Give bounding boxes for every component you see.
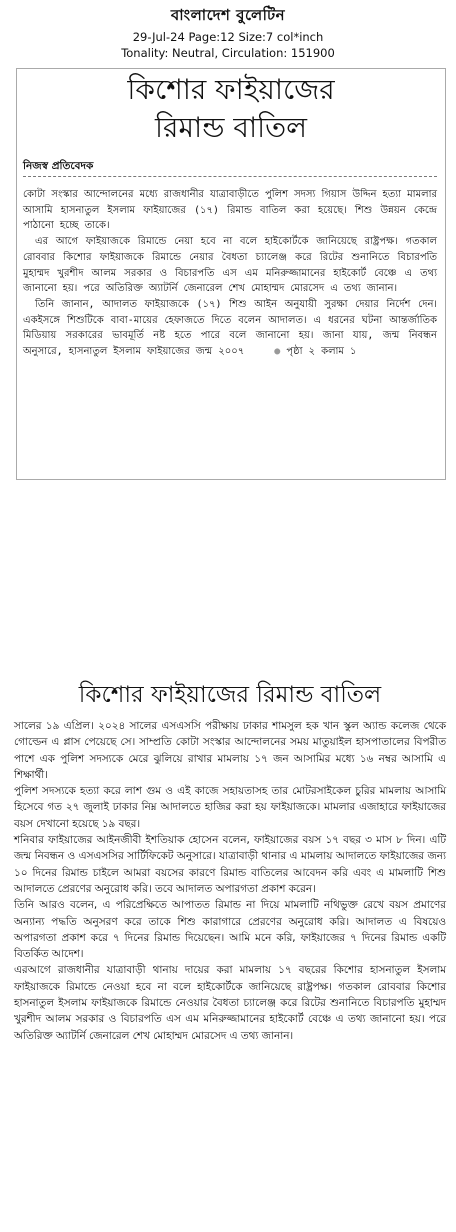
article1-headline-line2: রিমান্ড বাতিল [155, 111, 307, 144]
article2-paragraph-1: সালের ১৯ এপ্রিল। ২০২৪ সালের এসএসসি পরীক্ষায় ঢাকার শামসুল হক খান স্কুল অ্যান্ড কলেজ থেকে গোল্ডেন এ প্লাস পেয়েছে সে। সাম্প্রতি কোটা সংস্কার আন্দোলনের সময় মাতুয়াইল হাসপাতালের বিপরীত পাশে এক পুলিশ সদস্যকে মেরে ঝুলিয়ে রাখার মামলায় ১৭ জন আসামির মধ্যে ১৬ নম্বর আসামি এ শিক্ষার্থী। [14, 720, 446, 781]
article2-body [14, 718, 446, 1044]
article2-paragraph-2: পুলিশ সদস্যকে হত্যা করে লাশ গুম ও এই কাজে সহায়তাসহ তার মোটরসাইকেল চুরির মামলায় আসামি হিসেবে গত ২৭ জুলাই ঢাকার নিম্ন আদালতে হাজির করা হয় ফাইয়াজকে। মামলার এজাহারে ফাইয়াজের বয়স দেখানো হয়েছে ১৯ বছর। [14, 785, 446, 830]
article1-headline-line1: কিশোর ফাইয়াজের [127, 73, 335, 106]
article1-paragraph-3-text: তিনি জানান, আদালত ফাইয়াজকে (১৭) শিশু আইন অনুযায়ী সুরক্ষা দেয়ার নির্দেশ দেন। একইসঙ্গে শিশুটিকে বাবা-মায়ের হেফাজতে দিতে বলেন আদালত। এ ধরনের ঘটনা আন্তর্জাতিক মিডিয়ায় সরকারের ভাবমূর্তি নষ্ট হতে পারে বলে জানানো হয়। জানা যায়, জন্ম নিবন্ধন অনুসারে, হাসনাতুল ইসলাম ফাইয়াজের জন্ম ২০০৭ [23, 298, 437, 358]
article2-headline: কিশোর ফাইয়াজের রিমান্ড বাতিল [78, 682, 382, 708]
article2-paragraph-4: তিনি আরও বলেন, এ পরিপ্রেক্ষিতে আপাতত রিমান্ড না দিয়ে মামলাটি নথিভুক্ত রেখে বয়স প্রমাণের অন্যান্য পদ্ধতি অনুসরণ করে তাকে শিশু কারাগারে প্রেরণের অনুরোধ করি। আদালত এ বিষয়েও অপারগতা প্রকাশ করে ৭ দিনের রিমান্ড দিয়েছেন। আমি মনে করি, ফাইয়াজের ৭ দিনের রিমান্ড একটি বিতর্কিত আদেশ। [14, 899, 446, 961]
continuation-marker [262, 344, 356, 360]
article1-paragraph-2: এর আগে ফাইয়াজকে রিমান্ডে নেয়া হবে না বলে হাইকোর্টকে জানিয়েছে রাষ্ট্রপক্ষ। গতকাল রোববার কিশোর ফাইয়াজকে রিমান্ডে নেয়ার বৈধতা চ্যালেঞ্জ করে রিটের শুনানিতে বিচারপতি মুহাম্মদ খুরশীদ আলম সরকার ও বিচারপতি এস এম মনিরুজ্জামানের হাইকোর্ট বেঞ্চে এ তথ্য জানানো হয়। পরে অতিরিক্ত অ্যাটর্নি জেনারেল শেখ মোহাম্মদ মোরসেদ এ তথ্য জানান। [23, 236, 437, 295]
clipping-meta-date-page: 29-Jul-24 Page:12 Size:7 col*inch [132, 30, 324, 44]
article2-paragraph-3: শনিবার ফাইয়াজের আইনজীবী ইশতিয়াক হোসেন বলেন, ফাইয়াজের বয়স ১৭ বছর ৩ মাস ৮ দিন। এটি জন্ম নিবন্ধন ও এসএসসির সার্টিফিকেট অনুসারে। যাত্রাবাড়ী থানার এ মামলায় আদালতে ফাইয়াজের জন্য ১০ দিনের রিমান্ড চাইলে আমরা বয়সের কারণে রিমান্ড বাতিলের আবেদন করি এবং এ মামলাটি শিশু আদালতে প্রেরণের অনুরোধ করি। তবে আদালত অপারগতা প্রকাশ করেন। [14, 834, 446, 895]
clipping-header [0, 4, 456, 61]
article2-paragraph-5: এরআগে রাজধানীর যাত্রাবাড়ী থানায় দায়ের করা মামলায় ১৭ বছরের কিশোর হাসনাতুল ইসলাম ফাইয়াজকে রিমান্ডে নেওয়া হবে না বলে হাইকোর্টকে জানিয়েছে রাষ্ট্রপক্ষ। গতকাল রোববার কিশোর হাসনাতুল ইসলাম ফাইয়াজকে রিমান্ডে নেওয়ার বৈধতা চ্যালেঞ্জ করে রিটের শুনানিতে বিচারপতি মুহাম্মদ খুরশীদ আলম সরকার ও বিচারপতি এস এম মনিরুজ্জামানের হাইকোর্ট বেঞ্চে এ তথ্য জানানো হয়। পরে অতিরিক্ত অ্যাটর্নি জেনারেল শেখ মোহাম্মদ মোরসেদ এ তথ্য জানান। [14, 964, 446, 1042]
article-continuation [14, 678, 446, 1198]
newspaper-masthead: বাংলাদেশ বুলেটিন [170, 6, 286, 24]
byline-divider [23, 176, 437, 177]
article1-body [23, 187, 437, 360]
article1-byline: নিজস্ব প্রতিবেদক [23, 160, 94, 172]
clipping-meta-tonality: Tonality: Neutral, Circulation: 151900 [121, 46, 335, 60]
article1-paragraph-3 [23, 297, 437, 360]
continuation-text: পৃষ্ঠা ২ কলাম ১ [286, 346, 357, 358]
article-front-page [16, 68, 446, 480]
bullet-icon: ● [274, 346, 281, 358]
article1-paragraph-1: কোটা সংস্কার আন্দোলনের মধ্যে রাজধানীর যাত্রাবাড়ীতে পুলিশ সদস্য গিয়াস উদ্দিন হত্যা মামলার আসামি হাসনাতুল ইসলাম ফাইয়াজের (১৭) রিমান্ড বাতিল করা হয়েছে। শিশু উন্নয়ন কেন্দ্রে পাঠানো হচ্ছে তাকে। [23, 189, 437, 232]
